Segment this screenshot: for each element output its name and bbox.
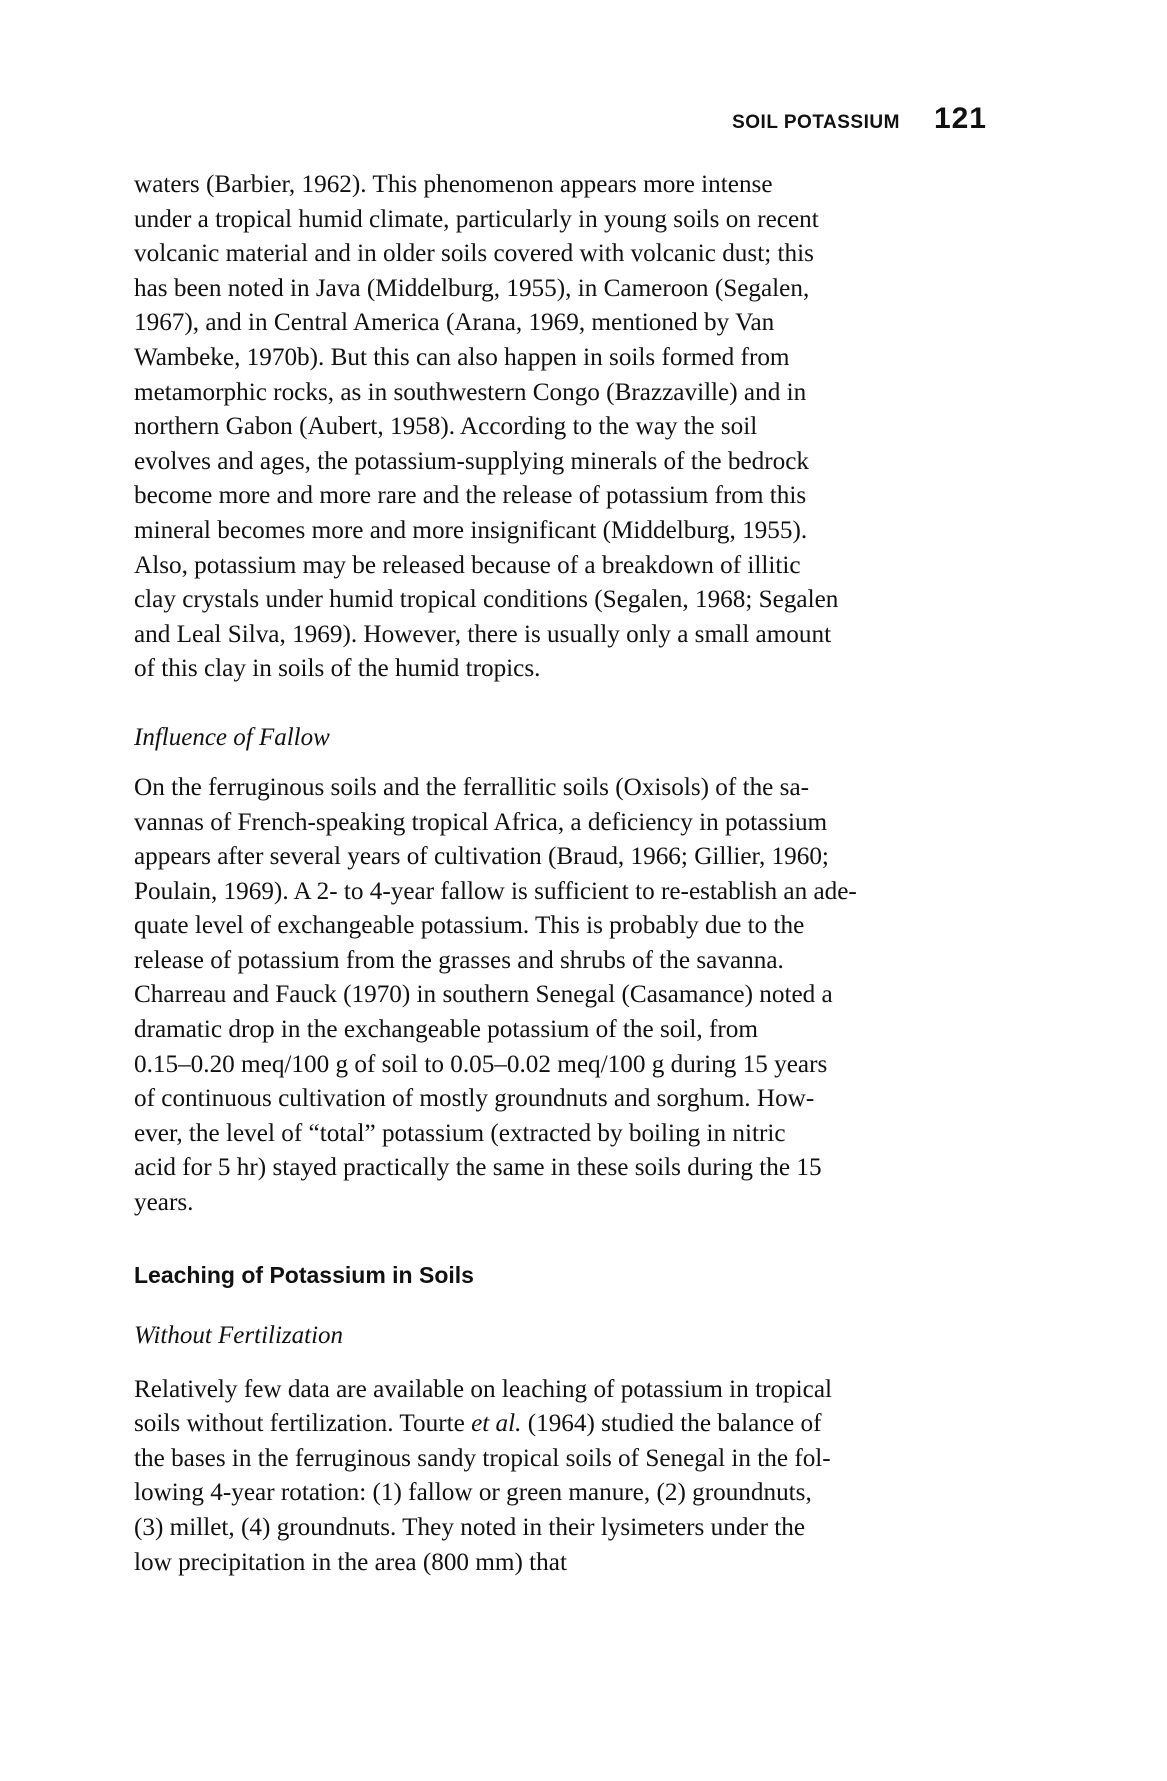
text-line: Also, potassium may be released because of a breakdown of illitic (134, 551, 801, 579)
text-line: Wambeke, 1970b). But this can also happen in soils formed from (134, 343, 790, 371)
text-line: dramatic drop in the exchangeable potassium of the soil, from (134, 1016, 758, 1044)
text-line: Charreau and Fauck (1970) in southern Senegal (Casamance) noted a (134, 981, 833, 1009)
paragraph-fallow (134, 771, 1004, 1221)
paragraph-volcanic-release (134, 168, 1004, 687)
text-line: acid for 5 hr) stayed practically the same in these soils during the 15 (134, 1154, 822, 1182)
text-line: quate level of exchangeable potassium. This is probably due to the (134, 912, 805, 940)
text-line: lowing 4-year rotation: (1) fallow or green manure, (2) groundnuts, (134, 1479, 812, 1507)
text-line: has been noted in Java (Middelburg, 1955), in Cameroon (Segalen, (134, 274, 810, 302)
text-line: Relatively few data are available on leaching of potassium in tropical (134, 1375, 832, 1403)
text-line: under a tropical humid climate, particularly in young soils on recent (134, 205, 819, 233)
text-line: soils without fertilization. Tourte (134, 1410, 472, 1438)
text-line: of this clay in soils of the humid tropics. (134, 655, 541, 683)
section-heading-leaching: Leaching of Potassium in Soils (134, 1261, 474, 1288)
text-line: (1964) studied the balance of (521, 1410, 822, 1438)
text-line: clay crystals under humid tropical conditions (Segalen, 1968; Segalen (134, 586, 839, 614)
text-line: Poulain, 1969). A 2- to 4-year fallow is sufficient to re-establish an ade- (134, 877, 857, 905)
text-line: the bases in the ferruginous sandy tropical soils of Senegal in the fol- (134, 1444, 831, 1472)
text-line: low precipitation in the area (800 mm) that (134, 1548, 567, 1576)
text-line: 0.15–0.20 meq/100 g of soil to 0.05–0.02 meq/100 g during 15 years (134, 1050, 828, 1078)
paragraph-leaching-without-fertilization (134, 1373, 1004, 1581)
page-body (134, 168, 1004, 1580)
text-line: (3) millet, (4) groundnuts. They noted in their lysimeters under the (134, 1514, 806, 1541)
text-line: 1967), and in Central America (Arana, 1969, mentioned by Van (134, 309, 775, 337)
text-line: vannas of French-speaking tropical Africa, a deficiency in potassium (134, 808, 828, 836)
citation-et-al: et al. (471, 1410, 522, 1438)
text-line: mineral becomes more and more insignificant (Middelburg, 1955). (134, 516, 808, 544)
text-line: northern Gabon (Aubert, 1958). According to the way the soil (134, 413, 758, 441)
page-number: 121 (933, 102, 987, 135)
running-title: SOIL POTASSIUM (732, 112, 900, 133)
text-line: years. (134, 1189, 194, 1217)
text-line: of continuous cultivation of mostly groundnuts and sorghum. How- (134, 1085, 815, 1113)
running-head (732, 102, 987, 136)
text-line: ever, the level of “total” potassium (extracted by boiling in nitric (134, 1119, 786, 1147)
text-line: evolves and ages, the potassium-supplying minerals of the bedrock (134, 447, 810, 475)
text-line: and Leal Silva, 1969). However, there is usually only a small amount (134, 620, 832, 648)
text-line: release of potassium from the grasses and shrubs of the savanna. (134, 946, 784, 974)
text-line: appears after several years of cultivation (Braud, 1966; Gillier, 1960; (134, 843, 829, 871)
text-line: volcanic material and in older soils covered with volcanic dust; this (134, 240, 814, 268)
text-line: become more and more rare and the release of potassium from this (134, 482, 807, 510)
text-line: On the ferruginous soils and the ferrallitic soils (Oxisols) of the sa- (134, 773, 810, 801)
text-line: metamorphic rocks, as in southwestern Congo (Brazzaville) and in (134, 378, 807, 406)
subheading-without-fertilization: Without Fertilization (134, 1321, 344, 1349)
text-line: waters (Barbier, 1962). This phenomenon appears more intense (134, 171, 773, 198)
subheading-influence-of-fallow: Influence of Fallow (134, 723, 330, 751)
